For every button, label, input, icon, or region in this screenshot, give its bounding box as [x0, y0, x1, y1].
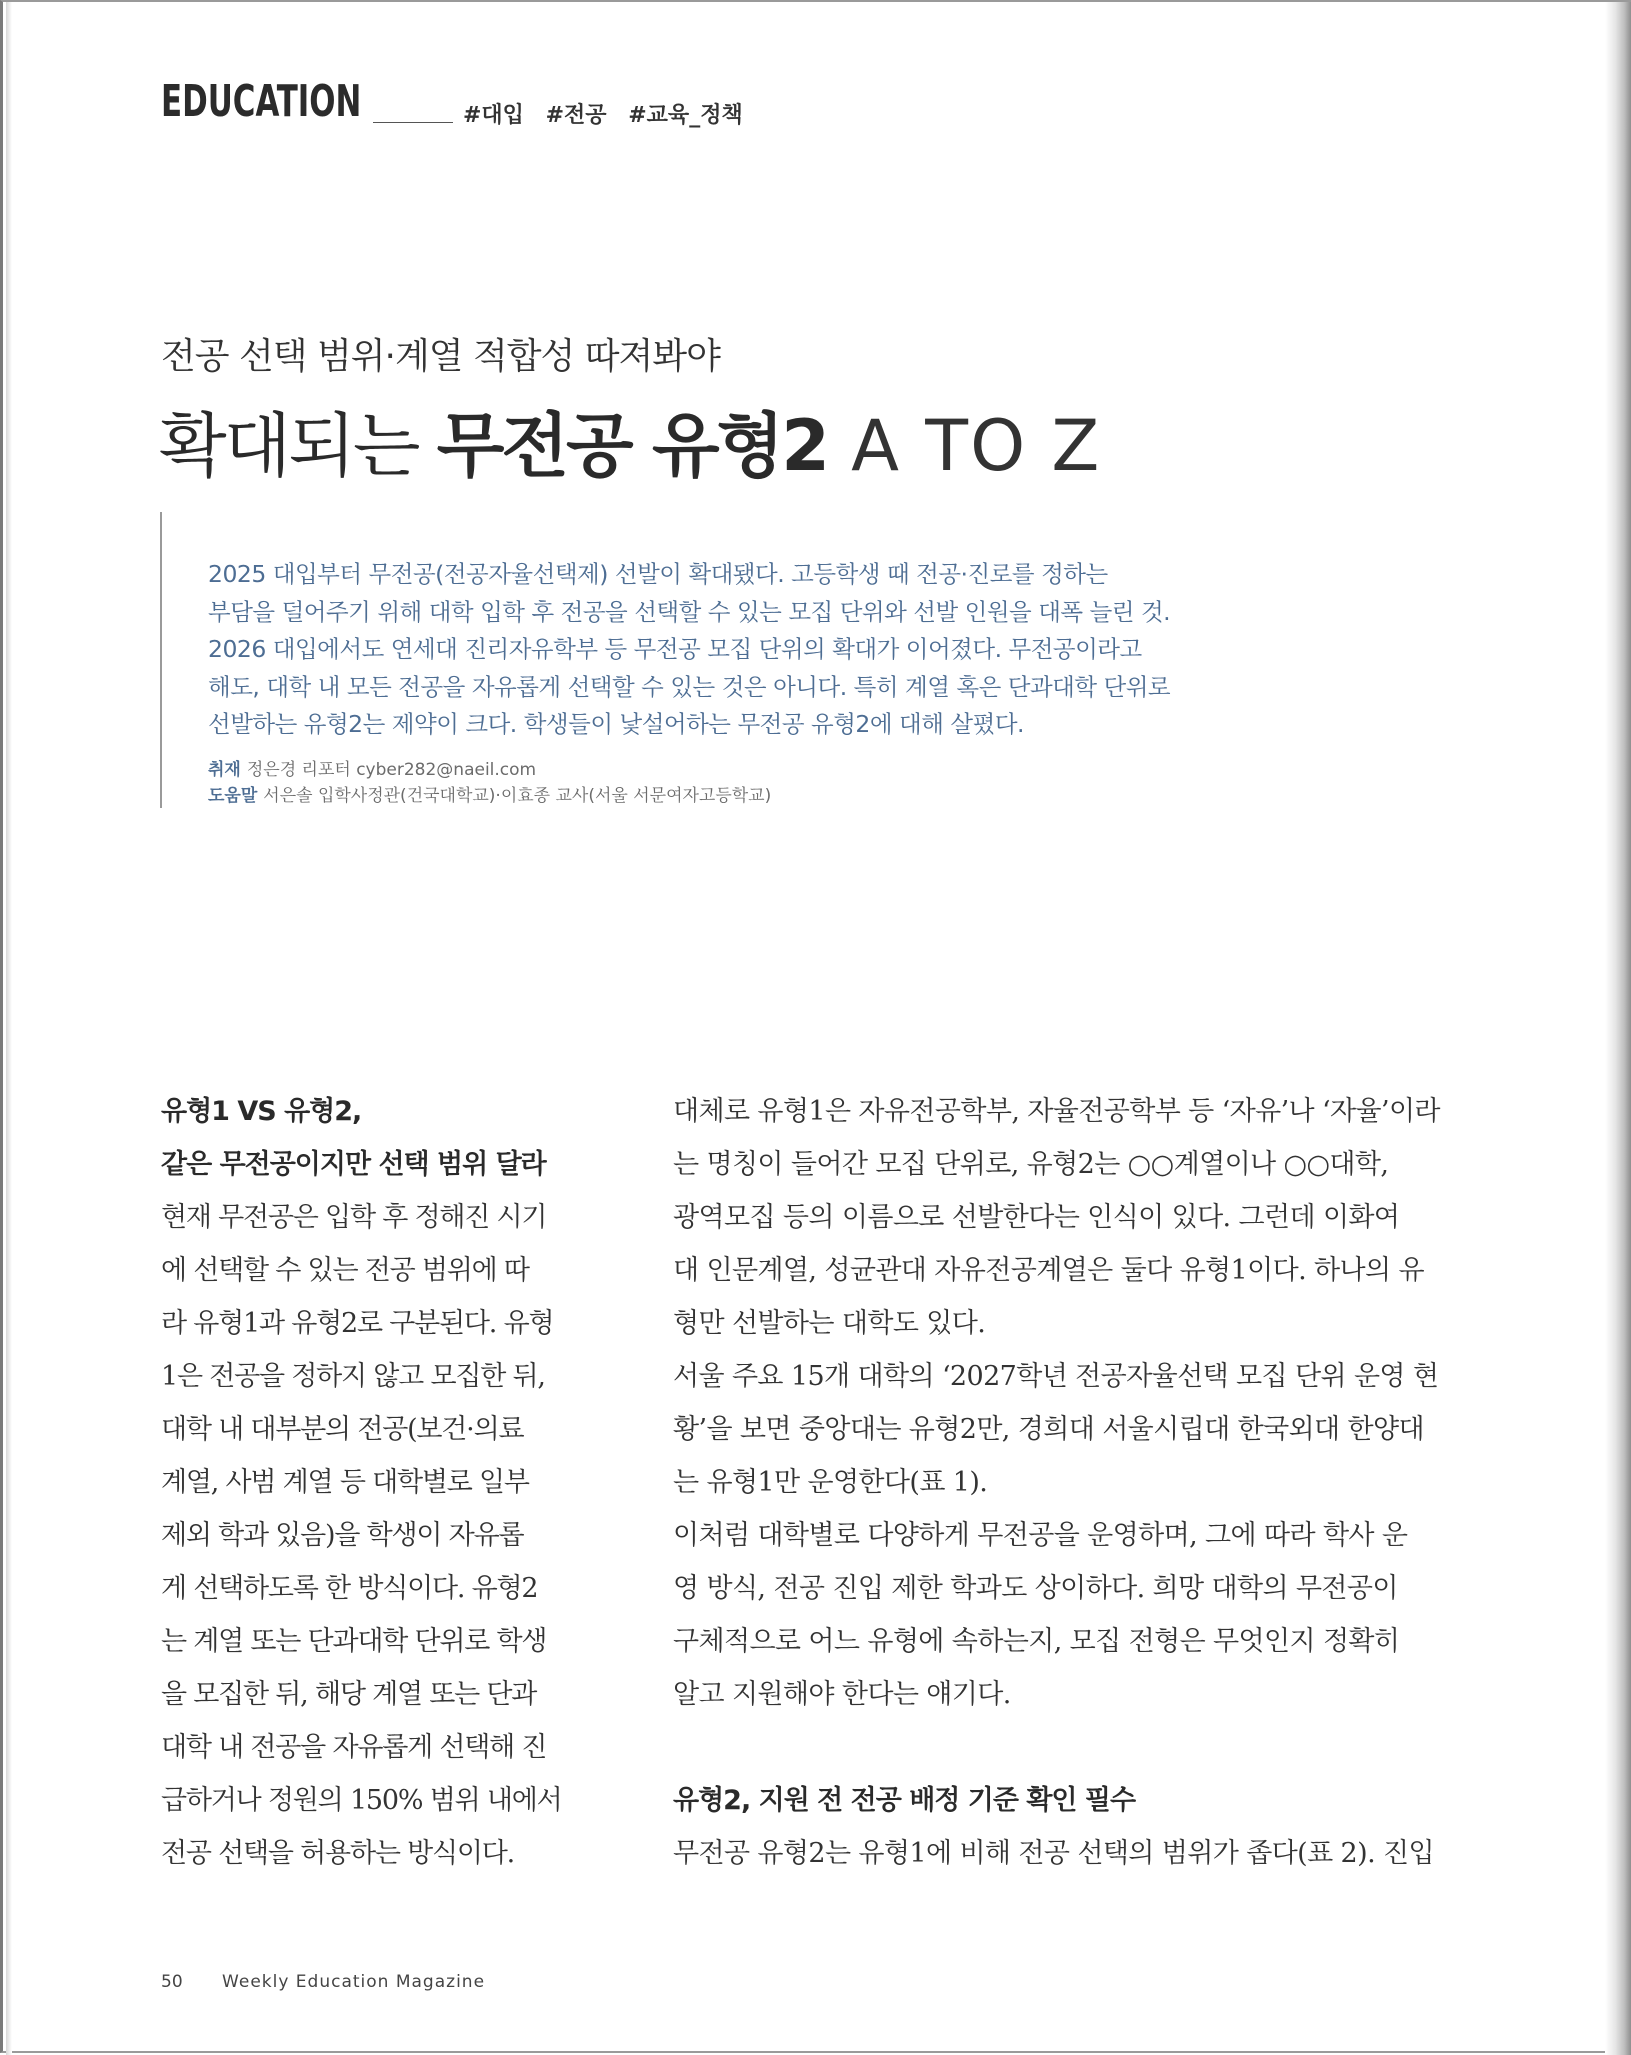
body-line: 광역모집 등의 이름으로 선발한다는 인식이 있다. 그런데 이화여: [673, 1202, 1400, 1233]
hashtag: #전공: [545, 103, 607, 128]
body-line: 는 명칭이 들어간 모집 단위로, 유형2는 ○○계열이나 ○○대학,: [673, 1149, 1389, 1180]
body-line: 서울 주요 15개 대학의 ‘2027학년 전공자율선택 모집 단위 운영 현: [673, 1361, 1439, 1392]
body-line: 대체로 유형1은 자유전공학부, 자율전공학부 등 ‘자유’나 ‘자율’이라: [673, 1096, 1440, 1127]
body-line: 대학 내 전공을 자유롭게 선택해 진: [161, 1732, 547, 1763]
title-suffix: A TO Z: [826, 405, 1102, 487]
body-line: 대학 내 대부분의 전공(보건·의료: [161, 1414, 524, 1445]
body-line: 계열, 사범 계열 등 대학별로 일부: [161, 1467, 529, 1498]
body-line: 1은 전공을 정하지 않고 모집한 뒤,: [161, 1361, 545, 1392]
body-line: 알고 지원해야 한다는 얘기다.: [673, 1679, 1011, 1710]
lead-line: 부담을 덜어주기 위해 대학 입학 후 전공을 선택할 수 있는 모집 단위와 선발 인원을 대폭 늘린 것.: [208, 597, 1171, 626]
lead-line: 해도, 대학 내 모든 전공을 자유롭게 선택할 수 있는 것은 아니다. 특히 계열 혹은 단과대학 단위로: [208, 672, 1171, 701]
help-credit: [208, 783, 771, 809]
body-line: 무전공 유형2는 유형1에 비해 전공 선택의 범위가 좁다(표 2). 진입: [673, 1838, 1434, 1869]
lead-line: 2025 대입부터 무전공(전공자율선택제) 선발이 확대됐다. 고등학생 때 전공·진로를 정하는: [208, 560, 1108, 588]
section-tag: EDUCATION: [161, 76, 362, 127]
page-fold-shadow: [6, 2, 12, 2055]
body-line: 을 모집한 뒤, 해당 계열 또는 단과: [161, 1679, 537, 1710]
body-line: 이처럼 대학별로 다양하게 무전공을 운영하며, 그에 따라 학사 운: [673, 1520, 1408, 1551]
body-column-left: [161, 1085, 586, 1880]
help-label: 도움말: [208, 786, 258, 806]
body-line: 황’을 보면 중앙대는 유형2만, 경희대 서울시립대 한국외대 한양대: [673, 1414, 1424, 1445]
lead-line: 2026 대입에서도 연세대 진리자유학부 등 무전공 모집 단위의 확대가 이어졌다. 무전공이라고: [208, 635, 1142, 663]
title-prefix: 확대되는: [159, 405, 437, 487]
body-line: 라 유형1과 유형2로 구분된다. 유형: [161, 1308, 554, 1339]
body-line: 에 선택할 수 있는 전공 범위에 따: [161, 1255, 529, 1286]
reporter-name: 정은경 리포터 cyber282@naeil.com: [246, 760, 537, 780]
body-line: 대 인문계열, 성균관대 자유전공계열은 둘다 유형1이다. 하나의 유: [673, 1255, 1424, 1286]
help-names: 서은솔 입학사정관(건국대학교)·이효종 교사(서울 서문여자고등학교): [263, 786, 772, 806]
body-line: 는 유형1만 운영한다(표 1).: [673, 1467, 988, 1498]
hashtag: #대입: [463, 103, 524, 128]
paragraph-gap: [673, 1721, 1455, 1774]
reporter-credit: [208, 757, 771, 783]
article-subtitle: 전공 선택 범위·계열 적합성 따져봐야: [161, 336, 720, 377]
page-footer: [161, 1972, 485, 1992]
subheading: 같은 무전공이지만 선택 범위 달라: [161, 1149, 546, 1180]
subheading: 유형1 VS 유형2,: [161, 1096, 362, 1127]
body-line: 는 계열 또는 단과대학 단위로 학생: [161, 1626, 547, 1657]
article-credits: [208, 757, 771, 809]
body-line: 영 방식, 전공 진입 제한 학과도 상이하다. 희망 대학의 무전공이: [673, 1573, 1398, 1604]
body-line: 제외 학과 있음)을 학생이 자유롭: [161, 1520, 524, 1551]
reporter-label: 취재: [208, 760, 241, 780]
subheading: 유형2, 지원 전 전공 배정 기준 확인 필수: [673, 1785, 1136, 1816]
article-title: [159, 390, 1101, 491]
body-line: 구체적으로 어느 유형에 속하는지, 모집 전형은 무엇인지 정확히: [673, 1626, 1400, 1657]
hashtag: #교육_정책: [628, 103, 743, 128]
lead-divider: [160, 512, 162, 808]
body-line: 형만 선발하는 대학도 있다.: [673, 1308, 986, 1339]
lead-line: 선발하는 유형2는 제약이 크다. 학생들이 낯설어하는 무전공 유형2에 대해 살폈다.: [208, 710, 1025, 738]
body-column-right: [673, 1085, 1455, 1880]
article-lead: [208, 556, 1258, 744]
section-rule: [373, 122, 453, 123]
body-line: 전공 선택을 허용하는 방식이다.: [161, 1838, 514, 1869]
hashtag-list: [463, 98, 757, 129]
body-line: 급하거나 정원의 150% 범위 내에서: [161, 1785, 562, 1816]
page-number: 50: [161, 1972, 183, 1992]
title-bold: 무전공 유형2: [436, 405, 827, 487]
page-edge-shadow: [1605, 2, 1631, 2055]
body-line: 게 선택하도록 한 방식이다. 유형2: [161, 1573, 538, 1604]
magazine-name: Weekly Education Magazine: [222, 1972, 486, 1992]
body-line: 현재 무전공은 입학 후 정해진 시기: [161, 1202, 547, 1233]
